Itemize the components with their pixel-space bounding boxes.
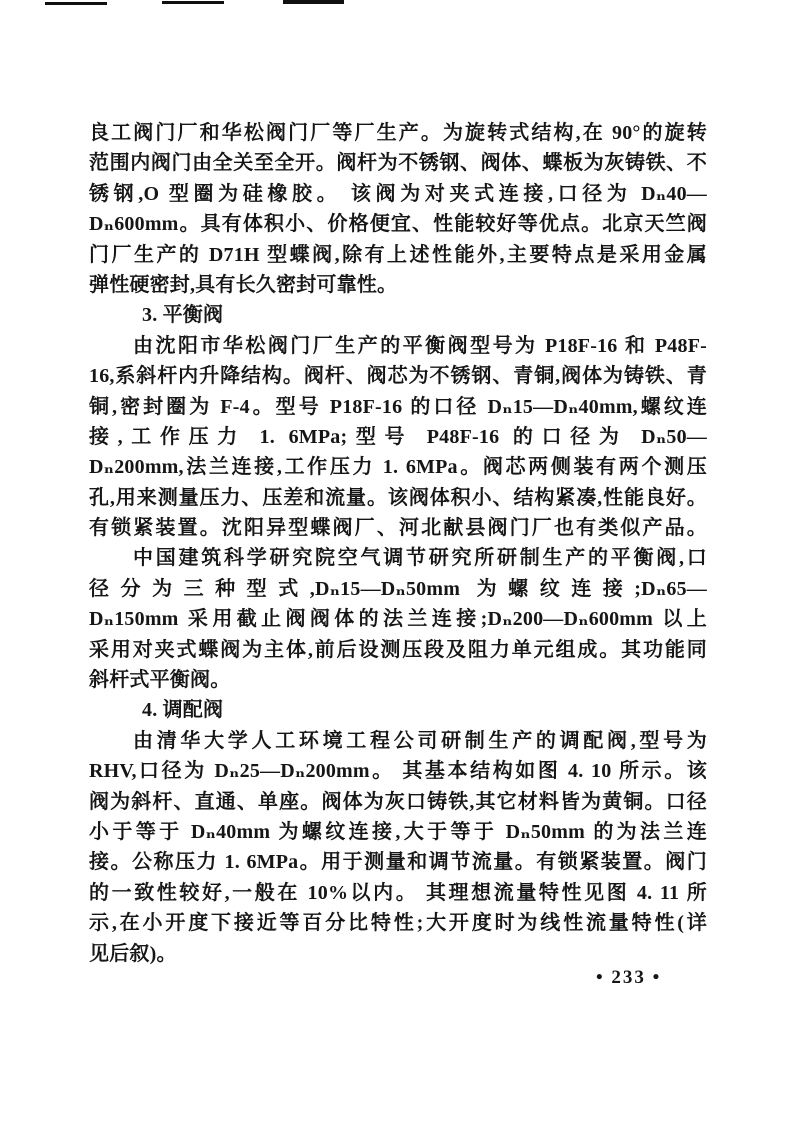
- text-line: 孔,用来测量压力、压差和流量。该阀体积小、结构紧凑,性能良好。: [89, 486, 707, 509]
- text-line: 径分为三种型式,Dₙ15—Dₙ50mm 为螺纹连接;Dₙ65—: [89, 577, 707, 600]
- text-line: 范围内阀门由全关至全开。阀杆为不锈钢、阀体、蝶板为灰铸铁、不: [89, 152, 707, 175]
- text-line: 接,工作压力 1. 6MPa;型号 P48F-16 的口径为 Dₙ50—: [89, 425, 707, 448]
- scan-artifact-mark: [45, 2, 107, 5]
- text-line: 由沈阳市华松阀门厂生产的平衡阀型号为 P18F-16 和 P48F-: [133, 334, 707, 357]
- text-line: 16,系斜杆内升降结构。阀杆、阀芯为不锈钢、青铜,阀体为铸铁、青: [89, 365, 707, 388]
- text-line: 由清华大学人工环境工程公司研制生产的调配阀,型号为: [133, 729, 707, 752]
- text-line: 阀为斜杆、直通、单座。阀体为灰口铸铁,其它材料皆为黄铜。口径: [89, 790, 707, 813]
- text-line: Dₙ600mm。具有体积小、价格便宜、性能较好等优点。北京天竺阀: [89, 213, 707, 236]
- text-line: 良工阀门厂和华松阀门厂等厂生产。为旋转式结构,在 90°的旋转: [89, 122, 707, 144]
- text-line: 中国建筑科学研究院空气调节研究所研制生产的平衡阀,口: [133, 547, 707, 570]
- text-line: 的一致性较好,一般在 10%以内。 其理想流量特性见图 4. 11 所: [89, 881, 707, 904]
- text-line: 铜,密封圈为 F-4。型号 P18F-16 的口径 Dₙ15—Dₙ40mm,螺纹连: [89, 395, 707, 418]
- text-line: 有锁紧装置。沈阳异型蝶阀厂、河北献县阀门厂也有类似产品。: [89, 517, 707, 540]
- text-line: 接。公称压力 1. 6MPa。用于测量和调节流量。有锁紧装置。阀门: [89, 851, 707, 874]
- page-number: • 233 •: [596, 967, 662, 988]
- scan-artifact-mark: [283, 0, 344, 4]
- body-text-block: [89, 118, 707, 969]
- text-line: 示,在小开度下接近等百分比特性;大开度时为线性流量特性(详: [89, 912, 707, 935]
- text-line: 见后叙)。: [89, 942, 177, 965]
- text-line: 弹性硬密封,具有长久密封可靠性。: [89, 273, 398, 296]
- text-line: 小于等于 Dₙ40mm 为螺纹连接,大于等于 Dₙ50mm 的为法兰连: [89, 820, 707, 843]
- scan-artifact-mark: [162, 1, 224, 4]
- text-line: RHV,口径为 Dₙ25—Dₙ200mm。 其基本结构如图 4. 10 所示。该: [89, 760, 707, 783]
- text-line: Dₙ150mm 采用截止阀阀体的法兰连接;Dₙ200—Dₙ600mm 以上: [89, 608, 707, 631]
- section-heading: 4. 调配阀: [142, 699, 224, 722]
- text-line: 门厂生产的 D71H 型蝶阀,除有上述性能外,主要特点是采用金属: [89, 243, 707, 266]
- text-line: 采用对夹式蝶阀为主体,前后设测压段及阻力单元组成。其功能同: [89, 638, 707, 661]
- text-line: Dₙ200mm,法兰连接,工作压力 1. 6MPa。阀芯两侧装有两个测压: [89, 456, 707, 479]
- text-line: 斜杆式平衡阀。: [89, 669, 231, 692]
- text-line: 锈钢,O 型圈为硅橡胶。 该阀为对夹式连接,口径为 Dₙ40—: [89, 182, 707, 205]
- section-heading: 3. 平衡阀: [142, 304, 224, 327]
